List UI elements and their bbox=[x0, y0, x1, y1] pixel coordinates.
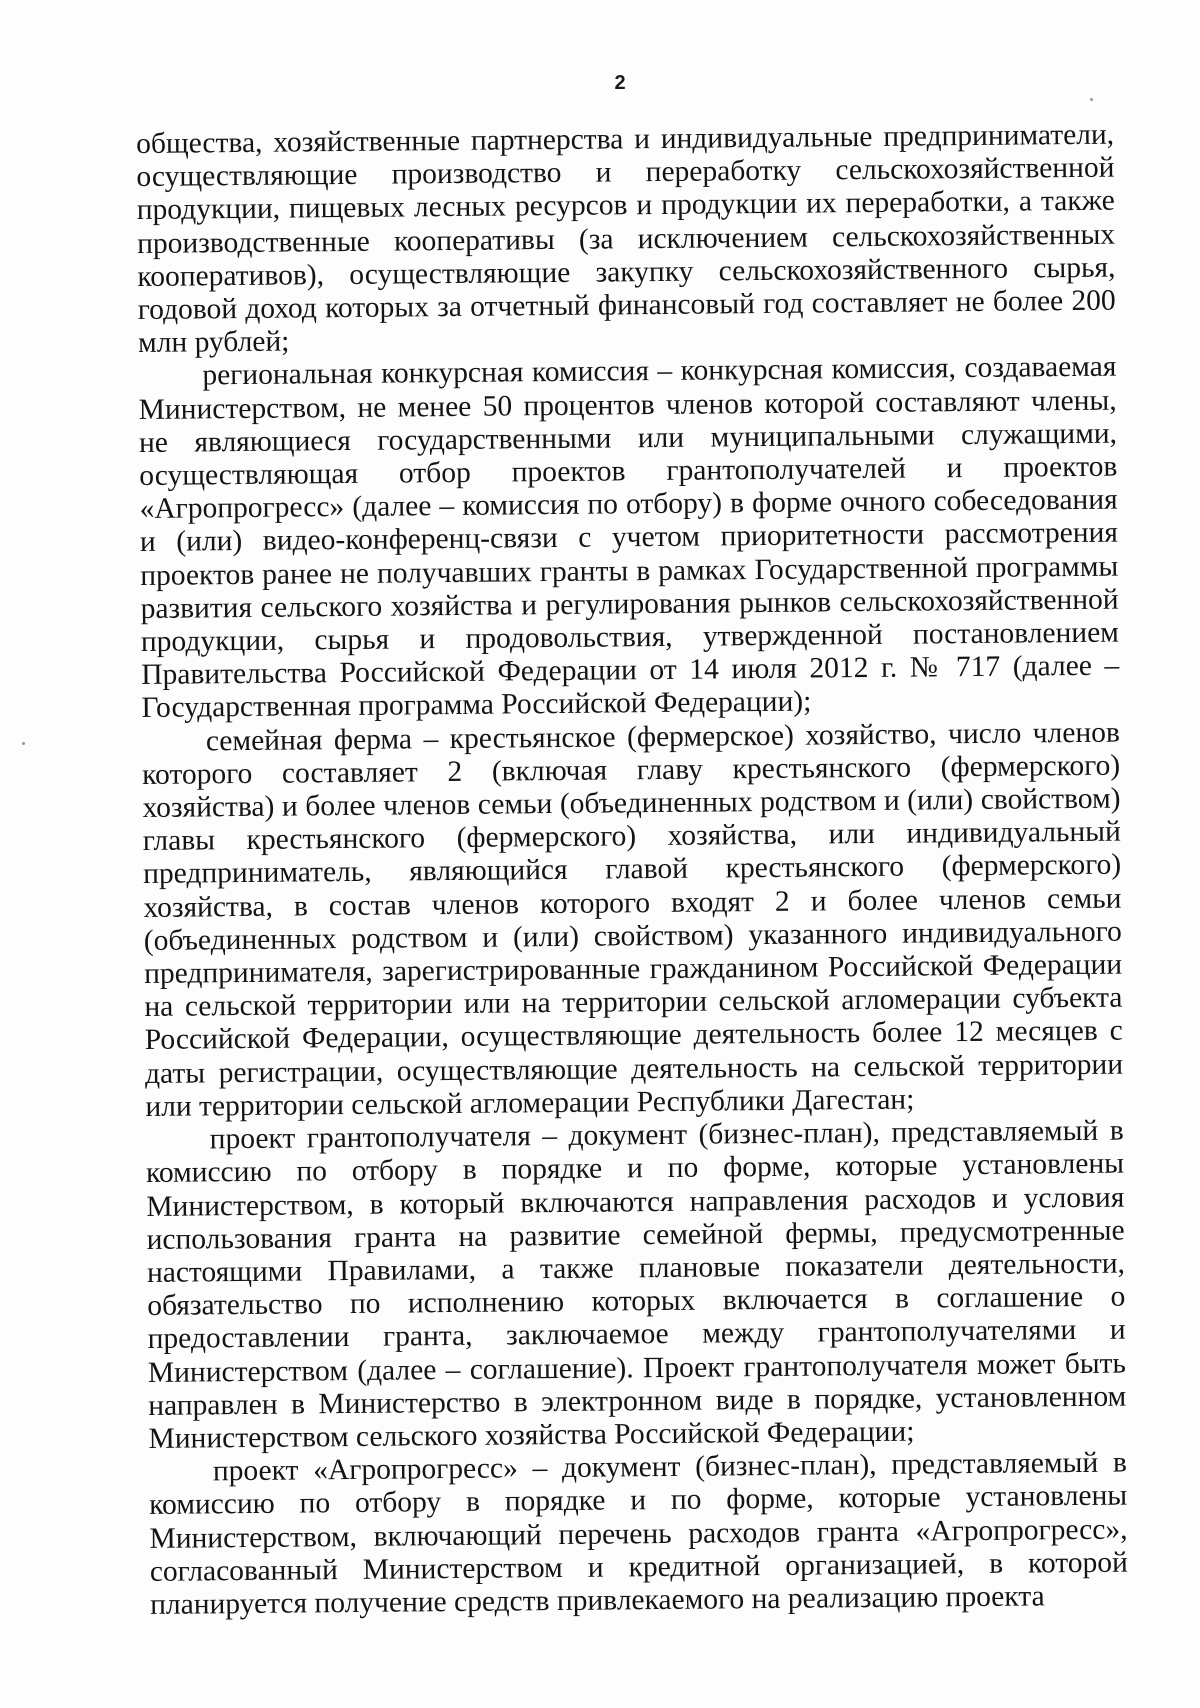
scan-speck bbox=[22, 742, 25, 745]
paragraph-family-farm: семейная ферма – крестьянское (фермерское) хозяйство, число членов которого составляет 2 (включая главу крестьянского (фермерского) хозяйства) и более членов семьи (объединенных родством и (или) свойством) главы крестьянского (фермерского) хозяйства, или индивидуальный предприниматель, являющийся главой крестьянского (фермерского) хозяйства, в состав членов которого входят 2 и более членов семьи (объединенных родством и (или) свойством) указанного индивидуального предпринимателя, зарегистрированные гражданином Российской Федерации на сельской территории или на территории сельской агломерации субъекта Российской Федерации, осуществляющие деятельность более 12 месяцев с даты регистрации, осуществляющие деятельность на сельской территории или территории сельской агломерации Республики Дагестан; bbox=[142, 716, 1124, 1123]
paragraph-agroprogress-project: проект «Агропрогресс» – документ (бизнес-план), представляемый в комиссию по отбору в порядке и по форме, которые установлены Министерством, включающий перечень расходов гранта «Агропрогресс», согласованный Министерством и кредитной организацией, в которой планируется получение средств привлекаемого на реализацию проекта bbox=[149, 1446, 1128, 1621]
page-number: 2 bbox=[614, 72, 626, 94]
paragraph-regional-commission: региональная конкурсная комиссия – конкурсная комиссия, создаваемая Министерством, не менее 50 процентов членов которой составляют члены, не являющиеся государственными или муниципальными служащими, осуществляющая отбор проектов грантополучателей и проектов «Агропрогресс» (далее – комиссия по отбору) в форме очного собеседования и (или) видео-конференц-связи с учетом приоритетности рассмотрения проектов ранее не получавших гранты в рамках Государственной программы развития сельского хозяйства и регулирования рынков сельскохозяйственной продукции, сырья и продовольствия, утвержденной постановлением Правительства Российской Федерации от 14 июля 2012 г. № 717 (далее – Государственная программа Российской Федерации); bbox=[138, 351, 1120, 725]
paragraph-grantee-project: проект грантополучателя – документ (бизнес-план), представляемый в комиссию по отбору в порядке и по форме, которые установлены Министерством, в который включаются направления расходов и условия использования гранта на развитие семейной фермы, предусмотренные настоящими Правилами, а также плановые показатели деятельности, обязательство по исполнению которых включается в соглашение о предоставлении гранта, заключаемое между грантополучателями и Министерством (далее – соглашение). Проект грантополучателя может быть направлен в Министерство в электронном виде в порядке, установленном Министерством сельского хозяйства Российской Федерации; bbox=[145, 1114, 1127, 1455]
paragraph-continuation: общества, хозяйственные партнерства и индивидуальные предприниматели, осуществляющие производство и переработку сельскохозяйственной продукции, пищевых лесных ресурсов и продукции их переработки, а также производственные кооперативы (за исключением сельскохозяйственных кооперативов), осуществляющие закупку сельскохозяйственного сырья, годовой доход которых за отчетный финансовый год составляет не более 200 млн рублей; bbox=[136, 118, 1116, 360]
document-body bbox=[136, 119, 1128, 1622]
scan-speck bbox=[1090, 98, 1093, 101]
